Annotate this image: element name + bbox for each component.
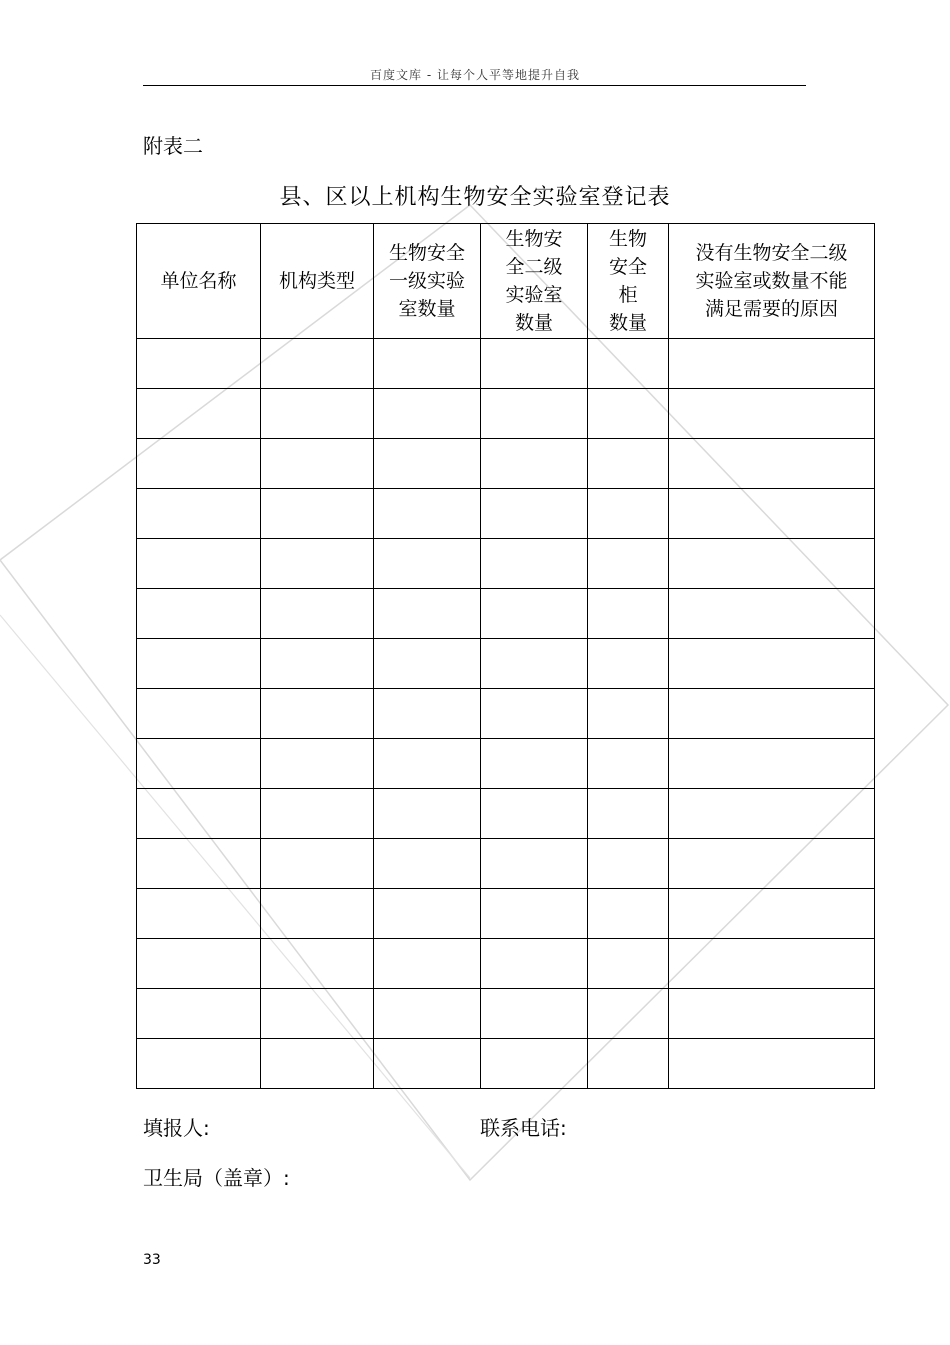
table-cell xyxy=(481,489,588,539)
table-row xyxy=(137,689,875,739)
table-row xyxy=(137,339,875,389)
table-cell xyxy=(669,589,875,639)
table-cell xyxy=(374,789,481,839)
table-row xyxy=(137,639,875,689)
table-cell xyxy=(588,639,669,689)
table-row xyxy=(137,839,875,889)
table-cell xyxy=(261,389,374,439)
table-cell xyxy=(137,739,261,789)
table-cell xyxy=(588,739,669,789)
column-header-line: 生物安 xyxy=(505,228,563,250)
table-cell xyxy=(588,1039,669,1089)
table-cell xyxy=(481,1039,588,1089)
table-cell xyxy=(481,439,588,489)
page-header: 百度文库 - 让每个人平等地提升自我 xyxy=(370,68,580,82)
table-cell xyxy=(669,689,875,739)
table-cell xyxy=(374,839,481,889)
column-header-4 xyxy=(588,224,669,339)
table-cell xyxy=(261,489,374,539)
form-title: 县、区以上机构生物安全实验室登记表 xyxy=(279,185,671,210)
table-cell xyxy=(137,389,261,439)
table-cell xyxy=(261,589,374,639)
column-header-line: 一级实验 xyxy=(388,270,465,292)
table-cell xyxy=(669,739,875,789)
table-cell xyxy=(261,689,374,739)
table-cell xyxy=(669,389,875,439)
table-cell xyxy=(481,389,588,439)
column-header-line: 没有生物安全二级 xyxy=(695,242,848,264)
table-cell xyxy=(481,689,588,739)
column-header-line: 安全 xyxy=(608,256,647,278)
table-row xyxy=(137,739,875,789)
filler-label: 填报人: xyxy=(143,1116,210,1140)
table-cell xyxy=(374,439,481,489)
table-cell xyxy=(669,639,875,689)
column-header-5 xyxy=(669,224,875,339)
table-row xyxy=(137,939,875,989)
table-cell xyxy=(374,889,481,939)
table-cell xyxy=(669,989,875,1039)
table-cell xyxy=(481,639,588,689)
table-row xyxy=(137,789,875,839)
table-cell xyxy=(137,989,261,1039)
table-cell xyxy=(481,839,588,889)
table-cell xyxy=(261,789,374,839)
table-cell xyxy=(669,789,875,839)
column-header-line: 柜 xyxy=(618,284,638,306)
table-cell xyxy=(261,739,374,789)
table-cell xyxy=(588,839,669,889)
table-row xyxy=(137,889,875,939)
bureau-seal-label: 卫生局（盖章）: xyxy=(143,1166,290,1190)
table-cell xyxy=(481,589,588,639)
table-cell xyxy=(588,589,669,639)
table-cell xyxy=(261,1039,374,1089)
table-cell xyxy=(374,589,481,639)
table-cell xyxy=(669,539,875,589)
column-header-line: 实验室或数量不能 xyxy=(695,270,848,292)
table-cell xyxy=(261,439,374,489)
table-cell xyxy=(374,639,481,689)
table-cell xyxy=(481,789,588,839)
table-cell xyxy=(669,339,875,389)
column-header-line: 数量 xyxy=(608,312,647,334)
table-cell xyxy=(374,939,481,989)
table-cell xyxy=(374,689,481,739)
table-cell xyxy=(588,389,669,439)
registration-table xyxy=(136,223,875,1089)
attachment-label: 附表二 xyxy=(143,134,203,158)
table-row xyxy=(137,989,875,1039)
table-cell xyxy=(261,839,374,889)
table-cell xyxy=(261,889,374,939)
column-header-line: 室数量 xyxy=(398,298,456,320)
table-cell xyxy=(481,539,588,589)
table-cell xyxy=(137,1039,261,1089)
phone-label: 联系电话: xyxy=(480,1116,567,1140)
table-cell xyxy=(481,339,588,389)
table-row xyxy=(137,389,875,439)
table-cell xyxy=(669,1039,875,1089)
table-row xyxy=(137,439,875,489)
column-header-0 xyxy=(137,224,261,339)
column-header-1 xyxy=(261,224,374,339)
table-cell xyxy=(588,439,669,489)
table-cell xyxy=(137,939,261,989)
table-cell xyxy=(481,939,588,989)
table-cell xyxy=(669,839,875,889)
table-cell xyxy=(588,789,669,839)
table-cell xyxy=(137,439,261,489)
table-cell xyxy=(137,639,261,689)
table-cell xyxy=(374,489,481,539)
table-row xyxy=(137,589,875,639)
column-header-3 xyxy=(481,224,588,339)
table-cell xyxy=(261,339,374,389)
table-cell xyxy=(481,739,588,789)
column-header-line: 机构类型 xyxy=(278,270,355,292)
table-cell xyxy=(374,339,481,389)
column-header-line: 全二级 xyxy=(505,256,563,278)
table-cell xyxy=(137,839,261,889)
table-cell xyxy=(669,889,875,939)
table-cell xyxy=(588,939,669,989)
table-cell xyxy=(669,489,875,539)
table-cell xyxy=(374,989,481,1039)
table-cell xyxy=(481,989,588,1039)
column-header-2 xyxy=(374,224,481,339)
table-cell xyxy=(669,939,875,989)
table-cell xyxy=(588,539,669,589)
table-cell xyxy=(588,489,669,539)
table-row xyxy=(137,489,875,539)
table-cell xyxy=(588,989,669,1039)
table-cell xyxy=(588,339,669,389)
table-cell xyxy=(137,889,261,939)
column-header-line: 数量 xyxy=(514,312,553,334)
table-cell xyxy=(374,389,481,439)
table-cell xyxy=(261,939,374,989)
table-cell xyxy=(588,689,669,739)
table-cell xyxy=(588,889,669,939)
page-number: 33 xyxy=(143,1252,161,1268)
table-cell xyxy=(137,689,261,739)
table-cell xyxy=(261,989,374,1039)
table-header-row xyxy=(137,224,875,339)
table-cell xyxy=(137,789,261,839)
table-row xyxy=(137,539,875,589)
header-divider xyxy=(143,85,806,86)
table-cell xyxy=(669,439,875,489)
table-cell xyxy=(374,739,481,789)
column-header-line: 实验室 xyxy=(505,284,563,306)
table-cell xyxy=(137,489,261,539)
column-header-line: 满足需要的原因 xyxy=(704,298,838,320)
table-body xyxy=(137,339,875,1089)
table-cell xyxy=(137,589,261,639)
table-cell xyxy=(137,539,261,589)
table-cell xyxy=(137,339,261,389)
column-header-line: 生物 xyxy=(608,228,647,250)
column-header-line: 生物安全 xyxy=(388,242,465,264)
table-cell xyxy=(261,539,374,589)
table-cell xyxy=(481,889,588,939)
table-cell xyxy=(374,539,481,589)
table-cell xyxy=(374,1039,481,1089)
table-cell xyxy=(261,639,374,689)
table-row xyxy=(137,1039,875,1089)
column-header-line: 单位名称 xyxy=(160,270,237,292)
